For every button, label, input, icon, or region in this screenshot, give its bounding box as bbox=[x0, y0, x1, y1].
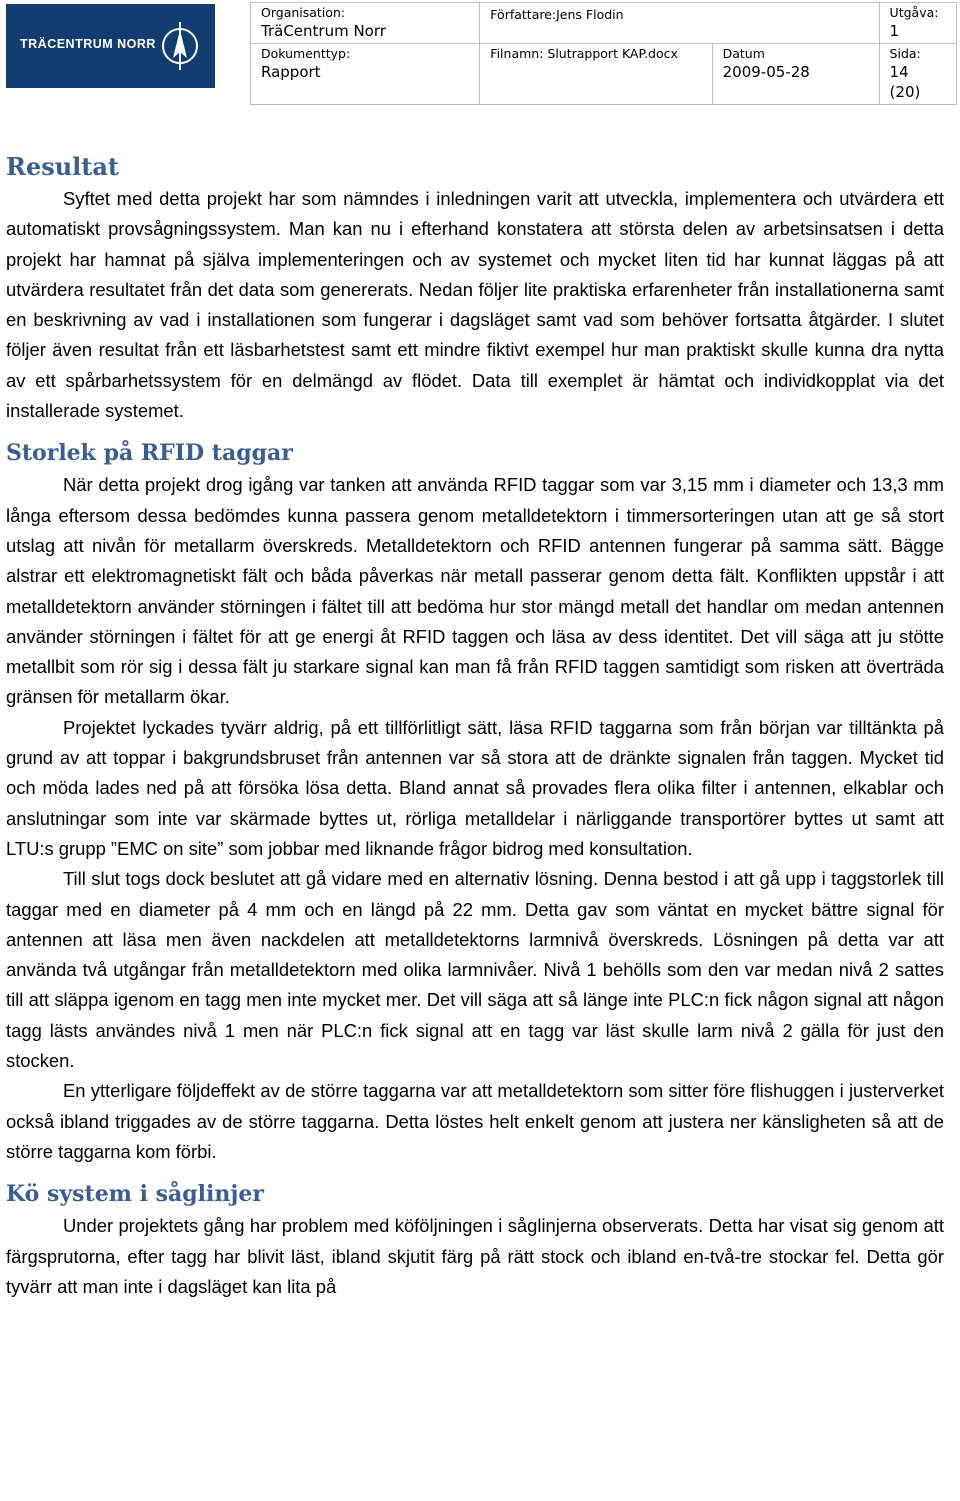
document-header-table bbox=[250, 2, 957, 105]
edition-value: 1 bbox=[889, 22, 900, 40]
paragraph-rfid-3: Till slut togs dock beslutet att gå vidare med en alternativ lösning. Denna bestod i att gå upp i taggstorlek till taggar med en diameter på 4 mm och en längd på 22 mm. Detta gav som väntat en mycket bättre signal för antennen att läsa men även nackdelen att metalldetektorns larmnivå överskreds. Lösningen på detta var att använda två utgångar från metalldetektorn med olika larmnivåer. Nivå 1 behölls som den var medan nivå 2 sattes till att släppa igenom en tagg men inte mycket mer. Det vill säga att så länge inte PLC:n fick någon signal att någon tagg lästs användes nivå 1 men när PLC:n fick signal att en tagg var läst skulle larm nivå 2 gälla för just den stocken. bbox=[6, 868, 944, 1072]
company-logo bbox=[6, 4, 215, 88]
paragraph-queue-1: Under projektets gång har problem med köföljningen i såglinjerna observerats. Detta har visat sig genom att färgsprutorna, efter tagg har blivit läst, ibland skjutit färg på rätt stock och ibland en-två-tre stockar fel. Detta gör tyvärr att man inte i dagsläget kan lita på bbox=[6, 1215, 944, 1297]
date-value: 2009-05-28 bbox=[722, 63, 810, 81]
heading-rfid-size: Storlek på RFID taggar bbox=[6, 440, 293, 467]
doctype-value: Rapport bbox=[261, 63, 321, 81]
filename: Filnamn: Slutrapport KAP.docx bbox=[490, 46, 678, 61]
organisation-value: TräCentrum Norr bbox=[261, 22, 386, 40]
page-total: (20) bbox=[889, 83, 921, 101]
page-label: Sida: bbox=[889, 46, 921, 61]
doctype-label: Dokumenttyp: bbox=[261, 46, 351, 61]
author: Författare:Jens Flodin bbox=[490, 7, 624, 22]
heading-resultat: Resultat bbox=[6, 152, 120, 181]
compass-logo-icon bbox=[156, 18, 204, 74]
heading-queue-system: Kö system i såglinjer bbox=[6, 1181, 264, 1208]
paragraph-rfid-1: När detta projekt drog igång var tanken att använda RFID taggar som var 3,15 mm i diameter och 13,3 mm långa eftersom dessa bedömdes kunna passera genom metalldetektorn i timmersorteringen utan att ge så stort utslag att nivån för metallarm överskreds. Metalldetektorn och RFID antennen fungerar på samma sätt. Bägge alstrar ett elektromagnetiskt fält och båda påverkas när metall passerar genom detta fält. Konflikten uppstår i att metalldetektorn använder störningen i fältet till att bedöma hur stor mängd metall det handlar om medan antennen använder störningen i fältet för att ge energi åt RFID taggen och läsa av dess identitet. Det vill säga att ju stötte metallbit som rör sig i dessa fält ju starkare signal kan man få från RFID taggen samtidigt som risken att överträda gränsen för metallarm ökar. bbox=[6, 474, 944, 708]
paragraph-rfid-2: Projektet lyckades tyvärr aldrig, på ett tillförlitligt sätt, läsa RFID taggarna som från början var tilltänkta på grund av att toppar i bakgrundsbruset från antennen var så stora att de dränkte signalen från taggen. Mycket tid och möda lades ned på att försöka lösa detta. Bland annat så provades flera olika filter i antennen, elkablar och anslutningar som inte var skärmade byttes ut, rörliga metalldelar i närliggande transportörer byttes ut samt att LTU:s grupp ”EMC on site” som jobbar med liknande frågor bidrog med konsultation. bbox=[6, 716, 944, 859]
document-body bbox=[6, 150, 944, 1302]
logo-text: TRÄCENTRUM NORR bbox=[20, 37, 156, 51]
paragraph-rfid-4: En ytterligare följdeffekt av de större taggarna var att metalldetektorn som sitter före flishuggen i justerverket också ibland triggades av de större taggarna. Detta löstes helt enkelt genom att justera ner känsligheten så att de större taggarna kom förbi. bbox=[6, 1080, 944, 1162]
paragraph-resultat-1: Syftet med detta projekt har som nämndes i inledningen varit att utveckla, implementera och utvärdera ett automatiskt provsågningssystem. Man kan nu i efterhand konstatera att största delen av arbetsinsatsen i detta projekt har hamnat på själva implementeringen och av systemet och mycket liten tid har kunnat läggas på att utvärdera resultatet från det data som genererats. Nedan följer lite praktiska erfarenheter från installationerna samt en beskrivning av vad i installationen som fungerar i dagsläget samt vad som behöver fortsatta åtgärder. I slutet följer även resultat från ett läsbarhetstest samt ett mindre fiktivt exempel hur man praktiskt skulle kunna dra nytta av ett spårbarhetssystem för en delmängd av flödet. Data till exemplet är hämtat och individkopplat via det installerade systemet. bbox=[6, 188, 944, 422]
page-number: 14 bbox=[889, 63, 909, 81]
date-label: Datum bbox=[722, 46, 765, 61]
organisation-label: Organisation: bbox=[261, 5, 346, 20]
edition-label: Utgåva: bbox=[889, 5, 939, 20]
